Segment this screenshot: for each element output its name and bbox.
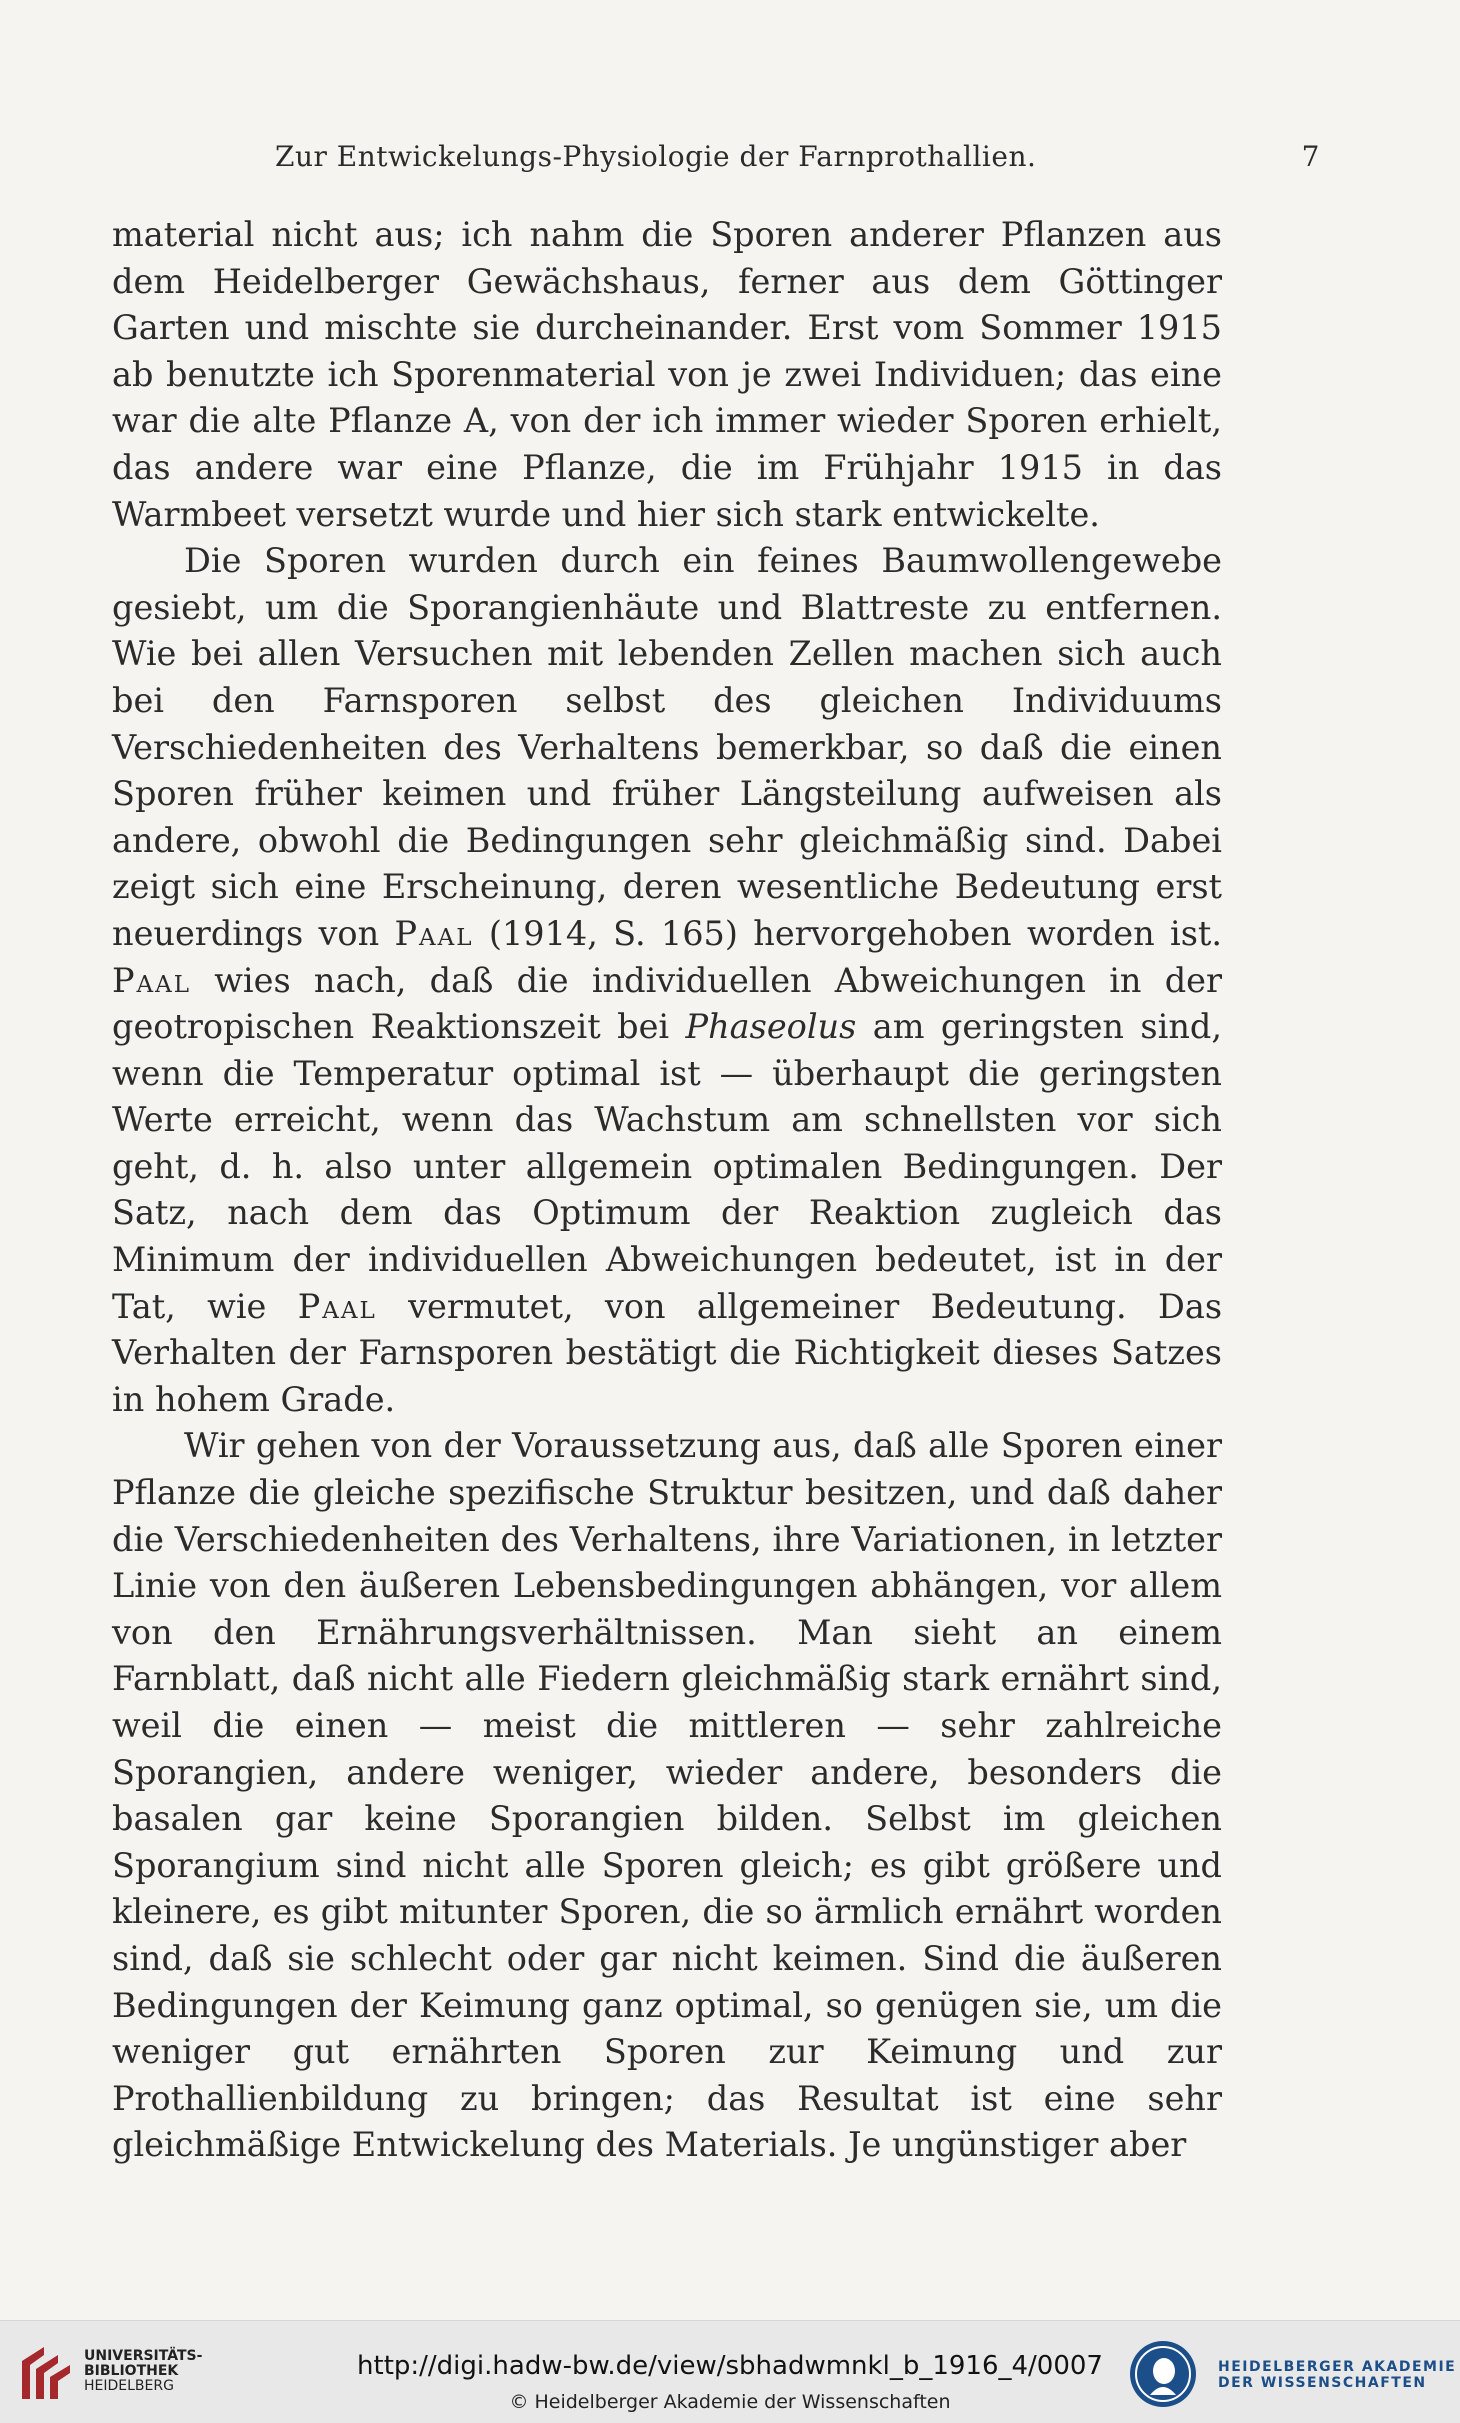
- paragraph-2-part-b: (1914, S. 165) hervorgehoben worden ist.: [473, 913, 1222, 953]
- body-text: [112, 212, 1222, 2169]
- paragraph-3: Wir gehen von der Voraussetzung aus, daß alle Sporen einer Pflanze die gleiche spezifische Struktur besitzen, und daß daher die Verschiedenheiten des Verhaltens, ihre Variationen, in letzter Linie von den äußeren Lebensbedingungen abhängen, vor allem von den Ernährungsverhältnissen. Man sieht an einem Farnblatt, daß nicht alle Fiedern gleichmäßig stark ernährt sind, weil die einen — meist die mittleren — sehr zahlreiche Sporangien, andere weniger, wieder andere, besonders die basalen gar keine Sporangien bilden. Selbst im gleichen Sporangium sind nicht alle Sporen gleich; es gibt größere und kleinere, es gibt mitunter Sporen, die so ärmlich ernährt worden sind, daß sie schlecht oder gar nicht keimen. Sind die äußeren Bedingungen der Keimung ganz optimal, so genügen sie, um die weniger gut ernährten Sporen zur Keimung und zur Prothallienbildung zu bringen; das Resultat ist eine sehr gleichmäßige Entwickelung des Materials. Je ungünstiger aber: [112, 1426, 1222, 2165]
- library-name-line-1: UNIVERSITÄTS-: [84, 2348, 203, 2364]
- paragraph-2-part-d: am geringsten sind, wenn die Temperatur optimal ist — überhaupt die geringsten Werte erreicht, wenn das Wachstum am schnellsten vor sich geht, d. h. also unter allgemein optimalen Bedingungen. Der Satz, nach dem das Optimum der Reaktion zugleich das Minimum der individuellen Abweichungen bedeutet, ist in der Tat, wie: [112, 1007, 1222, 1326]
- academy-name: [1218, 2359, 1456, 2391]
- author-name-paal: Paal: [394, 913, 474, 953]
- paragraph-2-part-a: Die Sporen wurden durch ein feines Baumwollengewebe gesiebt, um die Sporangienhäute und Blattreste zu entfernen. Wie bei allen Versuchen mit lebenden Zellen machen sich auch bei den Farnsporen selbst des gleichen Individuums Verschiedenheiten des Verhaltens bemerkbar, so daß die einen Sporen früher keimen und früher Längsteilung aufweisen als andere, obwohl die Bedingungen sehr gleichmäßig sind. Dabei zeigt sich eine Erscheinung, deren wesentliche Bedeutung erst neuerdings von: [112, 541, 1222, 953]
- viewer-footer: [0, 2320, 1460, 2423]
- page-number: 7: [1301, 140, 1320, 173]
- running-head: [275, 140, 1320, 180]
- academy-seal-icon: [1128, 2339, 1198, 2409]
- academy-name-line-1: HEIDELBERGER AKADEMIE: [1218, 2359, 1457, 2375]
- paragraph-2-part-e: vermutet, von allgemeiner Bedeutung. Das Verhalten der Farnsporen bestätigt die Richtigkeit dieses Satzes in hohem Grade.: [112, 1286, 1223, 1419]
- paragraph-2: [112, 538, 1222, 1423]
- author-name-paal: Paal: [112, 960, 192, 1000]
- copyright-notice: © Heidelberger Akademie der Wissenschaften: [509, 2391, 951, 2413]
- library-name-line-2: BIBLIOTHEK: [84, 2363, 179, 2379]
- academy-name-line-2: DER WISSENSCHAFTEN: [1218, 2375, 1427, 2391]
- paragraph-1: material nicht aus; ich nahm die Sporen anderer Pflanzen aus dem Heidelberger Gewächshaus, ferner aus dem Göttinger Garten und mischte sie durcheinander. Erst vom Sommer 1915 ab benutzte ich Sporenmaterial von je zwei Individuen; das eine war die alte Pflanze A, von der ich immer wieder Sporen erhielt, das andere war eine Pflanze, die im Frühjahr 1915 in das Warmbeet versetzt wurde und hier sich stark entwickelte.: [112, 215, 1222, 534]
- paragraph-2-part-c: wies nach, daß die individuellen Abweichungen in der geotropischen Reaktionszeit bei: [112, 960, 1222, 1047]
- library-name-line-3: HEIDELBERG: [84, 2378, 174, 2394]
- genus-name: Phaseolus: [685, 1007, 857, 1047]
- running-title: Zur Entwickelungs-Physiologie der Farnprothallien.: [275, 140, 1037, 173]
- permalink-url[interactable]: http://digi.hadw-bw.de/view/sbhadwmnkl_b_1916_4/0007: [357, 2351, 1103, 2381]
- author-name-paal: Paal: [297, 1286, 377, 1326]
